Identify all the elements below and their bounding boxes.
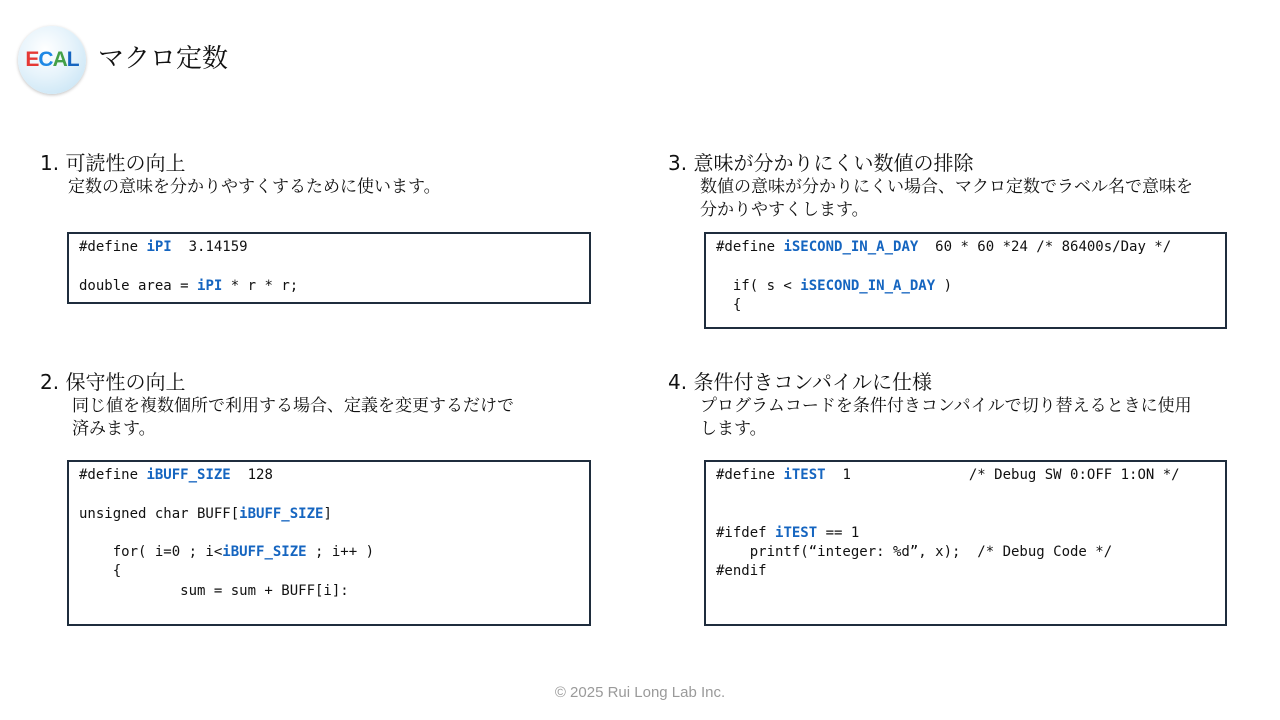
macro-name: iSECOND_IN_A_DAY <box>800 277 936 294</box>
code-text: for( i=0 ; i< <box>79 544 223 561</box>
code-line <box>716 524 1215 543</box>
section-description: します。 <box>700 419 767 439</box>
code-text: unsigned char BUFF[ <box>79 505 240 522</box>
code-line <box>716 543 1215 562</box>
macro-name: iTEST <box>775 524 818 541</box>
code-text: 3.14159 <box>171 239 248 255</box>
code-text: 60 * 60 *24 /* 86400s/Day */ <box>918 239 1172 255</box>
code-line <box>79 277 579 296</box>
macro-name: iBUFF_SIZE <box>239 505 324 522</box>
copyright-footer: © 2025 Rui Long Lab Inc. <box>554 684 726 701</box>
code-text: { <box>79 563 122 580</box>
page-title: マクロ定数 <box>98 44 229 74</box>
section-description: 済みます。 <box>72 419 156 439</box>
code-text: #endif <box>716 563 767 580</box>
macro-name: iBUFF_SIZE <box>222 544 307 561</box>
code-text: ; i++ ) <box>306 544 375 561</box>
section-conditional-compile <box>668 369 1192 441</box>
section-maintainability <box>40 369 514 441</box>
code-block-magic-numbers <box>704 232 1227 329</box>
code-line <box>79 466 579 485</box>
code-line <box>716 238 1215 257</box>
code-line <box>716 466 1215 485</box>
code-line <box>716 562 1215 581</box>
code-line <box>716 485 1215 504</box>
section-description: 同じ値を複数個所で利用する場合、定義を変更するだけで <box>72 396 514 416</box>
code-text: == 1 <box>817 524 860 541</box>
code-text: * r * r; <box>222 277 299 294</box>
code-text: #define <box>79 467 147 483</box>
logo-letter-e: E <box>25 48 39 71</box>
code-line <box>79 543 579 562</box>
code-text: if( s < <box>716 277 801 294</box>
code-text: ) <box>935 277 953 294</box>
code-line <box>79 238 579 257</box>
section-heading: 3. 意味が分かりにくい数値の排除 <box>668 151 974 175</box>
section-description: 定数の意味を分かりやすくするために使います。 <box>68 177 441 197</box>
code-line <box>716 257 1215 276</box>
code-line <box>716 296 1215 315</box>
code-line <box>79 505 579 524</box>
section-readability <box>40 150 441 199</box>
code-text: { <box>716 296 742 313</box>
code-text: #ifdef <box>716 524 776 541</box>
section-heading: 1. 可読性の向上 <box>40 151 186 175</box>
macro-name: iBUFF_SIZE <box>146 467 231 483</box>
code-line <box>79 582 579 601</box>
code-line <box>79 524 579 543</box>
code-text: #define <box>79 239 147 255</box>
macro-name: iPI <box>146 239 172 255</box>
code-text: printf(“integer: %d”, x); /* Debug Code */ <box>716 544 1113 561</box>
code-block-conditional-compile <box>704 460 1227 626</box>
ecal-logo <box>18 26 86 94</box>
code-line <box>716 505 1215 524</box>
code-line <box>79 257 579 276</box>
section-magic-numbers <box>668 150 1193 222</box>
logo-letter-l: L <box>66 48 79 71</box>
code-text: #define <box>716 239 784 255</box>
section-heading: 4. 条件付きコンパイルに仕様 <box>668 370 933 394</box>
code-text: sum = sum + BUFF[i]: <box>79 582 349 599</box>
code-text: double area = <box>79 277 198 294</box>
code-text: #define <box>716 467 784 483</box>
macro-name: iSECOND_IN_A_DAY <box>783 239 919 255</box>
code-line <box>79 485 579 504</box>
code-text: ] <box>323 505 332 522</box>
section-description: プログラムコードを条件付きコンパイルで切り替えるときに使用 <box>700 396 1192 416</box>
code-text: 1 /* Debug SW 0:OFF 1:ON */ <box>825 467 1180 483</box>
code-text: 128 <box>230 467 273 483</box>
logo-letter-c: C <box>38 48 53 71</box>
code-line <box>79 562 579 581</box>
section-description: 分かりやすくします。 <box>700 200 869 220</box>
code-block-readability <box>67 232 591 304</box>
section-heading: 2. 保守性の向上 <box>40 370 186 394</box>
section-description: 数値の意味が分かりにくい場合、マクロ定数でラベル名で意味を <box>700 177 1193 197</box>
code-block-maintainability <box>67 460 591 626</box>
code-line <box>716 277 1215 296</box>
macro-name: iPI <box>197 277 223 294</box>
logo-letter-a: A <box>52 48 67 71</box>
macro-name: iTEST <box>783 467 826 483</box>
